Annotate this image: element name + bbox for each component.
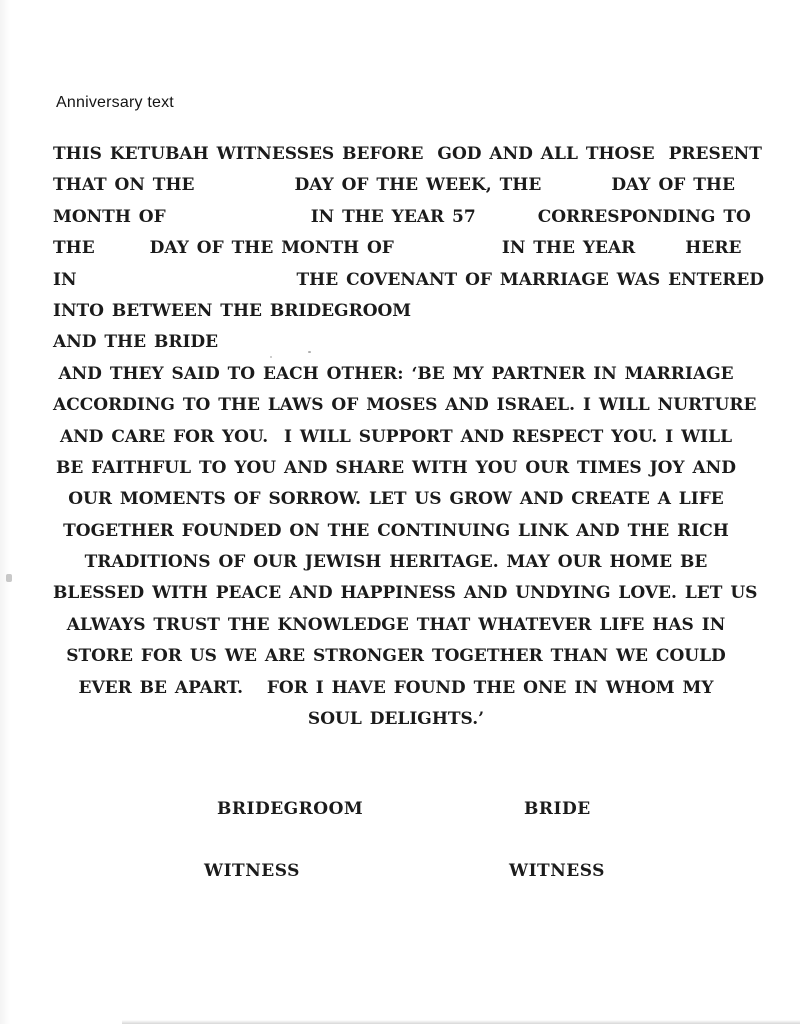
text-segment: THAT ON THE bbox=[53, 175, 195, 196]
text-segment: ALWAYS TRUST THE KNOWLEDGE THAT WHATEVER LIFE HAS IN bbox=[66, 614, 726, 635]
scan-artifact-smudge bbox=[6, 574, 12, 582]
text-line bbox=[53, 704, 739, 735]
text-line bbox=[53, 578, 758, 609]
text-segment: SOUL DELIGHTS.’ bbox=[307, 709, 485, 730]
text-segment: IN THE YEAR 57 bbox=[310, 206, 476, 227]
blank-field bbox=[635, 252, 685, 253]
blank-field bbox=[194, 189, 294, 190]
text-segment: TRADITIONS OF OUR JEWISH HERITAGE. MAY OUR HOME BE bbox=[84, 552, 708, 573]
text-segment: AND THEY SAID TO EACH OTHER: ‘BE MY PARTNER IN MARRIAGE bbox=[58, 363, 734, 384]
text-segment: GOD AND ALL THOSE bbox=[437, 144, 655, 164]
blank-field bbox=[77, 284, 297, 285]
text-line bbox=[53, 296, 739, 327]
text-line bbox=[53, 170, 739, 201]
text-segment: DAY OF THE WEEK, THE bbox=[294, 175, 542, 196]
text-line bbox=[53, 233, 742, 264]
witness-right-signature-label: WITNESS bbox=[509, 861, 605, 881]
text-line bbox=[53, 202, 751, 233]
text-segment: IN THE YEAR bbox=[501, 238, 636, 259]
text-segment: IN bbox=[53, 269, 77, 290]
page-title: Anniversary text bbox=[56, 94, 174, 111]
text-segment: TOGETHER FOUNDED ON THE CONTINUING LINK AND THE RICH bbox=[63, 520, 729, 541]
text-segment: BLESSED WITH PEACE AND HAPPINESS AND UNDYING LOVE. LET US bbox=[53, 583, 758, 604]
text-segment: CORRESPONDING TO bbox=[537, 206, 751, 227]
text-line bbox=[53, 673, 739, 704]
text-line bbox=[53, 390, 757, 421]
text-line bbox=[53, 484, 739, 515]
text-line bbox=[53, 422, 739, 453]
text-segment: AND THE BRIDE bbox=[53, 332, 219, 353]
text-line bbox=[53, 641, 739, 672]
text-line bbox=[53, 139, 762, 170]
text-segment: ACCORDING TO THE LAWS OF MOSES AND ISRAEL. I WILL NURTURE bbox=[53, 395, 757, 416]
blank-field bbox=[394, 252, 502, 253]
bridegroom-signature-label: BRIDEGROOM bbox=[217, 799, 364, 819]
text-line bbox=[53, 359, 739, 390]
text-segment: INTO BETWEEN THE BRIDEGROOM bbox=[53, 300, 412, 321]
text-line bbox=[53, 453, 739, 484]
text-line bbox=[53, 516, 739, 547]
text-line bbox=[53, 547, 739, 578]
scan-bottom-edge bbox=[122, 1020, 800, 1024]
text-segment: HERE bbox=[685, 238, 742, 259]
blank-field bbox=[166, 221, 311, 222]
scan-left-edge bbox=[0, 0, 10, 1024]
text-segment: OUR MOMENTS OF SORROW. LET US GROW AND CREATE A LIFE bbox=[68, 489, 724, 510]
text-segment: THE COVENANT OF MARRIAGE WAS ENTERED bbox=[296, 269, 765, 290]
blank-field bbox=[95, 252, 150, 253]
text-segment: DAY OF THE bbox=[611, 175, 735, 196]
text-segment: EVER BE APART. FOR I HAVE FOUND THE ONE IN WHOM MY bbox=[78, 677, 714, 698]
text-segment: PRESENT bbox=[668, 144, 762, 164]
blank-field bbox=[476, 221, 538, 222]
text-line bbox=[53, 327, 739, 358]
witness-left-signature-label: WITNESS bbox=[204, 861, 300, 881]
blank-field bbox=[541, 189, 611, 190]
text-line bbox=[53, 610, 739, 641]
document-text bbox=[53, 139, 765, 735]
bride-signature-label: BRIDE bbox=[524, 799, 591, 819]
text-segment: STORE FOR US WE ARE STRONGER TOGETHER THAN WE COULD bbox=[66, 646, 726, 667]
text-segment: THE bbox=[53, 238, 95, 259]
text-segment: AND CARE FOR YOU. I WILL SUPPORT AND RESPECT YOU. I WILL bbox=[59, 426, 733, 447]
text-segment: BE FAITHFUL TO YOU AND SHARE WITH YOU OUR TIMES JOY AND bbox=[56, 457, 736, 478]
blank-field bbox=[423, 158, 437, 159]
blank-field bbox=[655, 158, 669, 159]
text-segment: DAY OF THE MONTH OF bbox=[149, 238, 394, 259]
text-segment: THIS KETUBAH WITNESSES BEFORE bbox=[53, 144, 424, 164]
text-segment: MONTH OF bbox=[53, 206, 166, 227]
text-line bbox=[53, 265, 765, 296]
